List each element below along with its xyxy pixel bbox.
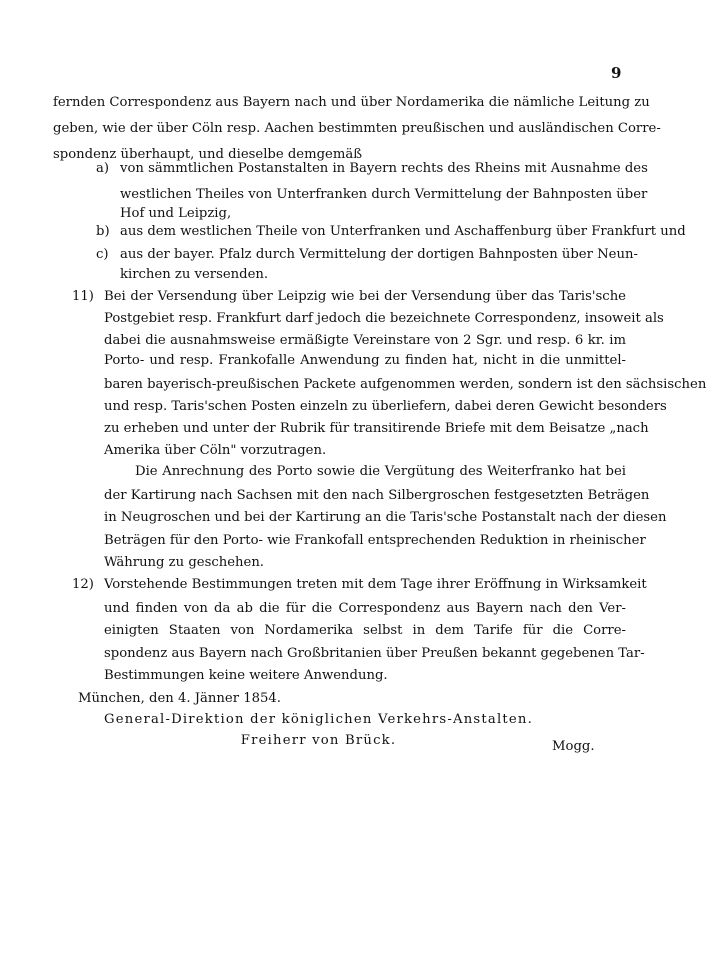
text-line: kirchen zu versenden. — [120, 267, 269, 282]
text-line: der Kartirung nach Sachsen mit den nach Silbergroschen festgesetzten Beträgen — [104, 488, 650, 503]
text-line: geben, wie der über Cöln resp. Aachen bestimmten preußischen und ausländischen Corre- — [53, 121, 661, 136]
section-marker: 12) — [72, 577, 94, 592]
text-line: einigten Staaten von Nordamerika selbst in dem Tarife für die Corre- — [104, 623, 626, 638]
text-line: dabei die ausnahmsweise ermäßigte Vereinstare von 2 Sgr. und resp. 6 kr. im — [104, 333, 626, 348]
text-line: baren bayerisch-preußischen Packete aufgenommen werden, sondern ist den sächsischen — [104, 377, 706, 392]
text-line: und finden von da ab die für die Correspondenz aus Bayern nach den Ver- — [104, 601, 626, 616]
section-marker: 11) — [72, 289, 94, 304]
text-line: aus dem westlichen Theile von Unterfranken und Aschaffenburg über Frankfurt und — [120, 224, 686, 239]
issuing-authority: General-Direktion der königlichen Verkehrs-Anstalten. — [104, 712, 533, 727]
text-line: Porto- und resp. Frankofalle Anwendung zu finden hat, nicht in die unmittel- — [104, 353, 626, 368]
text-line: Postgebiet resp. Frankfurt darf jedoch die bezeichnete Correspondenz, insoweit als — [104, 311, 664, 326]
list-marker: c) — [96, 247, 109, 262]
text-line: Bestimmungen keine weitere Anwendung. — [104, 668, 388, 683]
text-line: von sämmtlichen Postanstalten in Bayern rechts des Rheins mit Ausnahme des — [120, 161, 648, 176]
text-line: Hof und Leipzig, — [120, 206, 232, 221]
text-line: Amerika über Cöln" vorzutragen. — [104, 443, 327, 458]
place-date: München, den 4. Jänner 1854. — [78, 691, 281, 706]
text-line: Währung zu geschehen. — [104, 555, 265, 570]
text-line: fernden Correspondenz aus Bayern nach und über Nordamerika die nämliche Leitung zu — [53, 95, 650, 110]
text-line: aus der bayer. Pfalz durch Vermittelung der dortigen Bahnposten über Neun- — [120, 247, 638, 262]
text-line: zu erheben und unter der Rubrik für transitirende Briefe mit dem Beisatze „nach — [104, 421, 649, 436]
text-line: spondenz aus Bayern nach Großbritanien über Preußen bekannt gegebenen Tar- — [104, 646, 645, 661]
text-line: Bei der Versendung über Leipzig wie bei der Versendung über das Taris'sche — [104, 289, 626, 304]
list-marker: b) — [96, 224, 110, 239]
text-line: in Neugroschen und bei der Kartirung an die Taris'sche Postanstalt nach der diesen — [104, 510, 667, 525]
text-line: spondenz überhaupt, und dieselbe demgemäß — [53, 147, 363, 162]
page-number: 9 — [611, 64, 622, 82]
list-marker: a) — [96, 161, 110, 176]
text-line: Vorstehende Bestimmungen treten mit dem Tage ihrer Eröffnung in Wirksamkeit — [104, 577, 647, 592]
text-line: Beträgen für den Porto- wie Frankofall entsprechenden Reduktion in rheinischer — [104, 533, 646, 548]
text-line: westlichen Theiles von Unterfranken durch Vermittelung der Bahnposten über — [120, 187, 648, 202]
text-line: Die Anrechnung des Porto sowie die Vergütung des Weiterfranko hat bei — [135, 464, 626, 479]
text-line: und resp. Taris'schen Posten einzeln zu überliefern, dabei deren Gewicht besonders — [104, 399, 667, 414]
signatory: Freiherr von Brück. — [240, 733, 397, 748]
secretary-signature: Mogg. — [552, 739, 595, 754]
